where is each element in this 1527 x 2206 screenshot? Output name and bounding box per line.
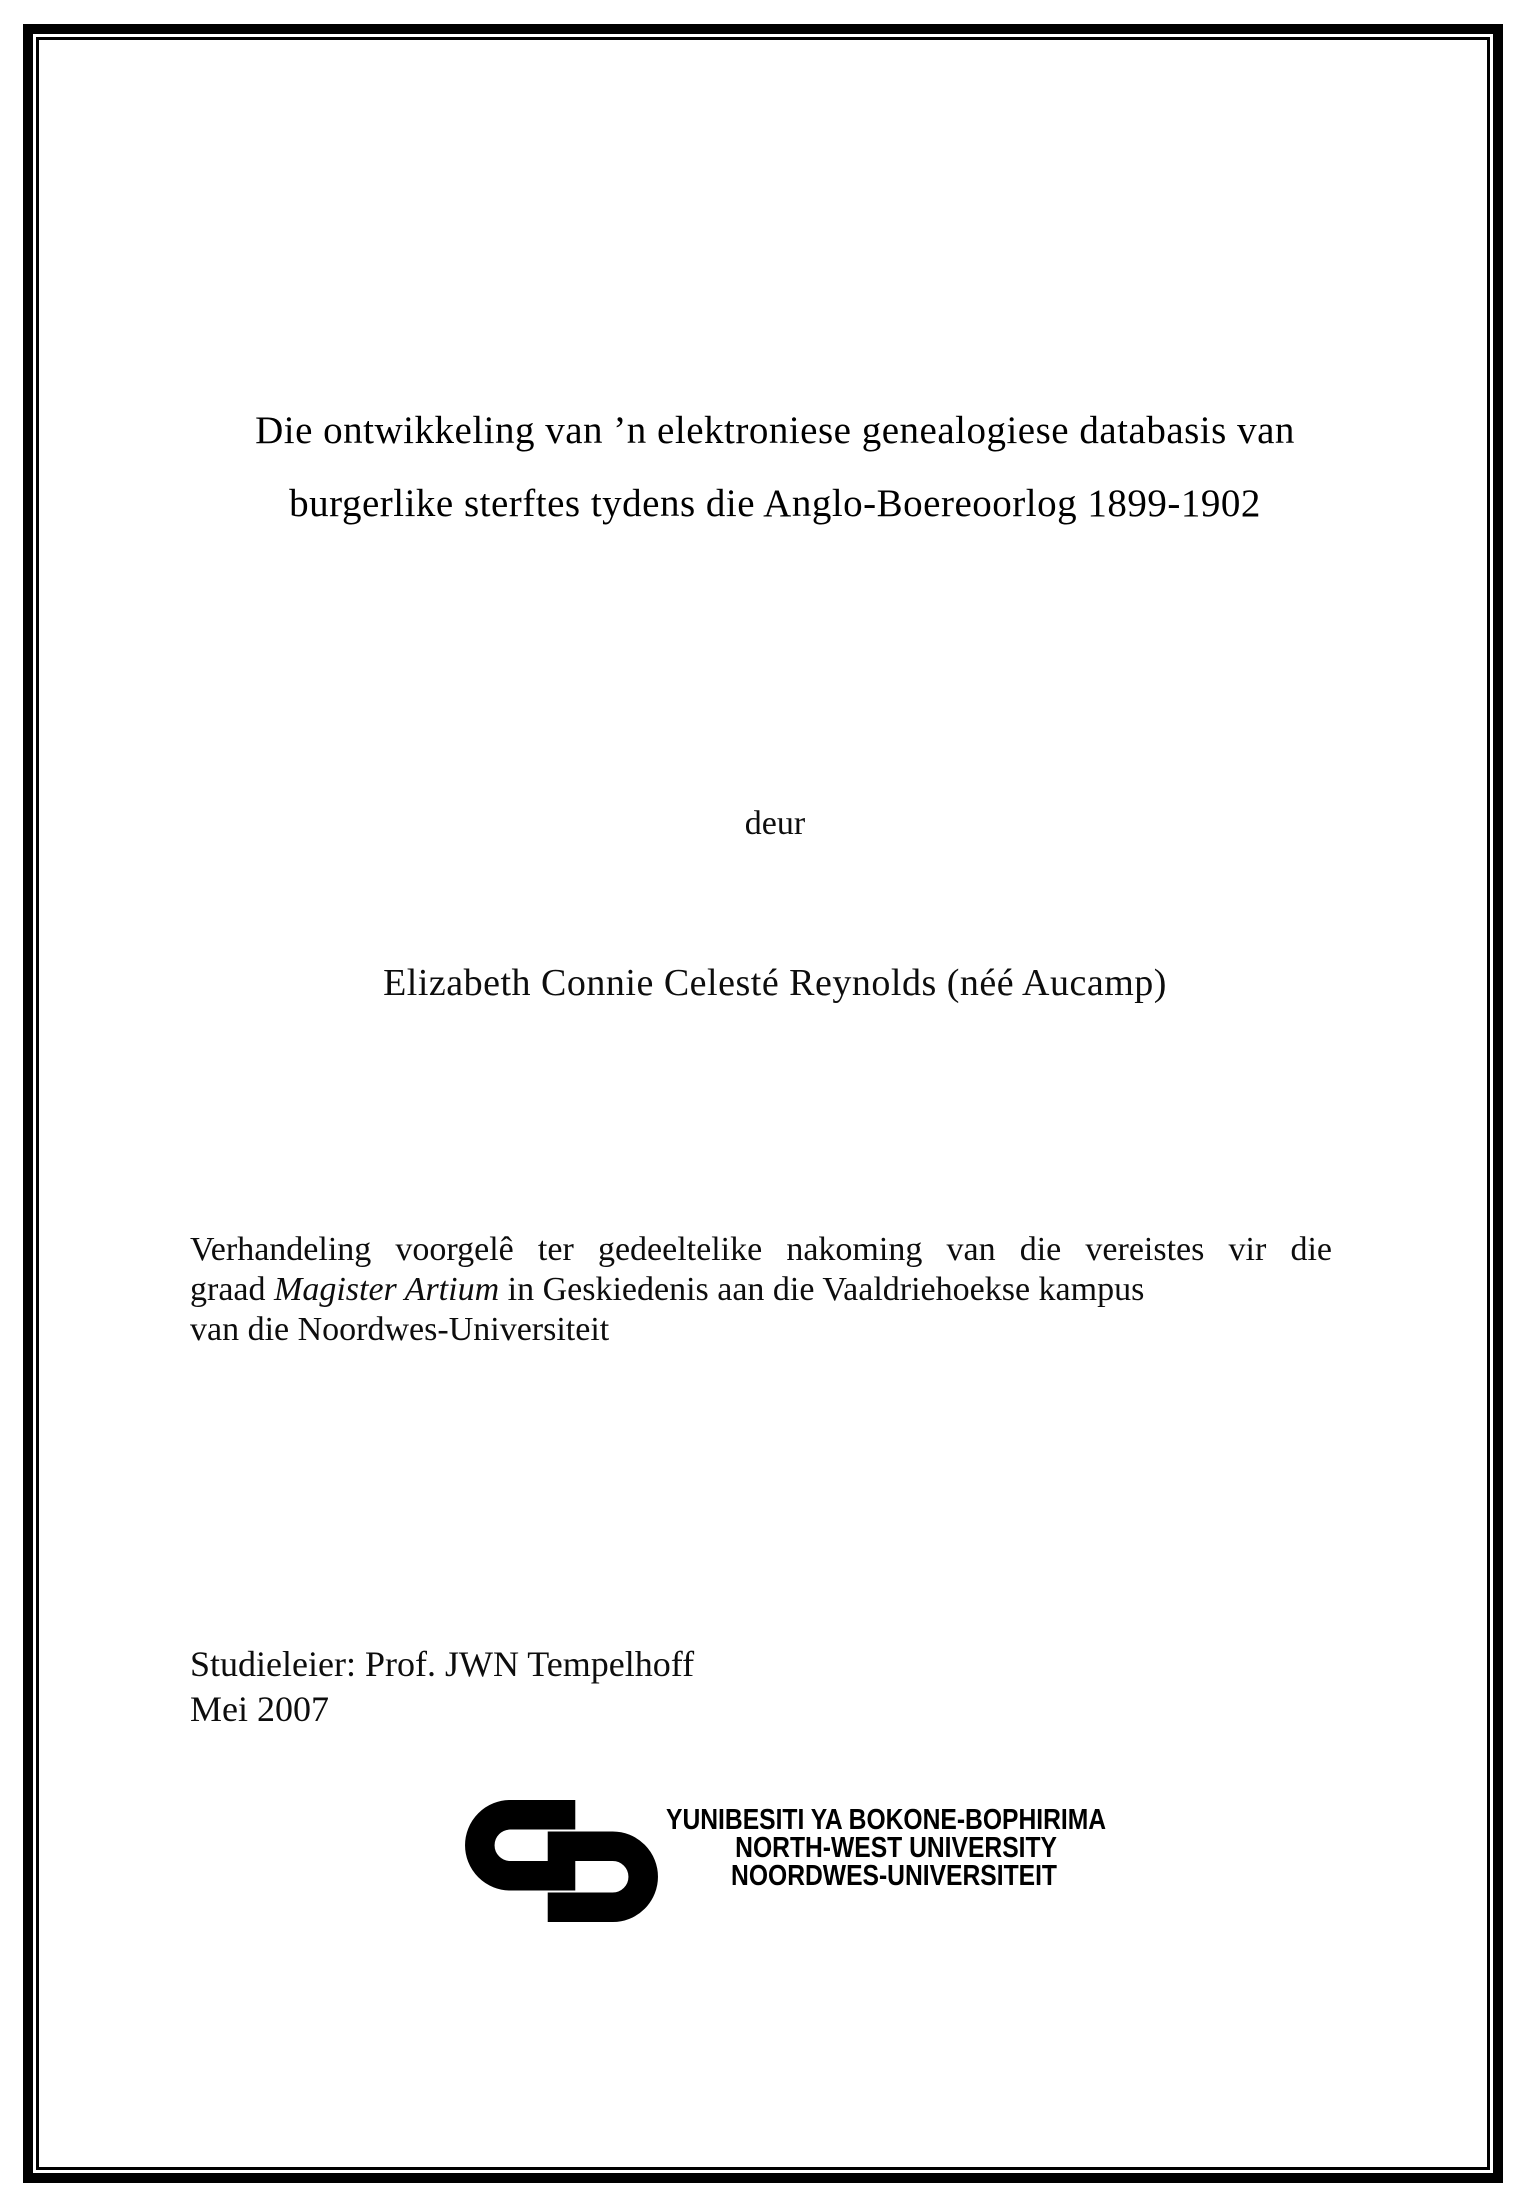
thesis-title bbox=[170, 394, 1380, 540]
statement-line-2-suffix: in Geskiedenis aan die Vaaldriehoekse kampus bbox=[499, 1271, 1145, 1308]
statement-line-1: Verhandeling voorgelê ter gedeeltelike nakoming van die vereistes vir die bbox=[190, 1231, 1332, 1268]
statement-line-3: van die Noordwes-Universiteit bbox=[190, 1311, 610, 1348]
statement-line-2 bbox=[190, 1270, 1332, 1310]
nwu-chain-links-icon bbox=[463, 1799, 660, 1925]
logo-text-setswana: YUNIBESITI YA BOKONE-BOPHIRIMA bbox=[666, 1804, 1107, 1836]
date-line: Mei 2007 bbox=[190, 1689, 329, 1729]
logo-text-english: NORTH-WEST UNIVERSITY bbox=[735, 1832, 1057, 1864]
logo-text-afrikaans: NOORDWES-UNIVERSITEIT bbox=[731, 1860, 1057, 1892]
degree-statement bbox=[190, 1230, 1332, 1350]
supervisor-line: Studieleier: Prof. JWN Tempelhoff bbox=[190, 1644, 695, 1684]
title-line-1: Die ontwikkeling van ’n elektroniese genealogiese databasis van bbox=[255, 409, 1295, 452]
degree-name-italic: Magister Artium bbox=[274, 1271, 500, 1308]
byline-deur: deur bbox=[744, 805, 806, 842]
author-name: Elizabeth Connie Celesté Reynolds (néé Aucamp) bbox=[383, 962, 1167, 1004]
university-logo-text bbox=[666, 1804, 1107, 1892]
statement-line-2-prefix: graad bbox=[190, 1271, 275, 1308]
university-logo bbox=[463, 1799, 660, 1925]
title-line-2: burgerlike sterftes tydens die Anglo-Boereoorlog 1899-1902 bbox=[289, 482, 1261, 525]
